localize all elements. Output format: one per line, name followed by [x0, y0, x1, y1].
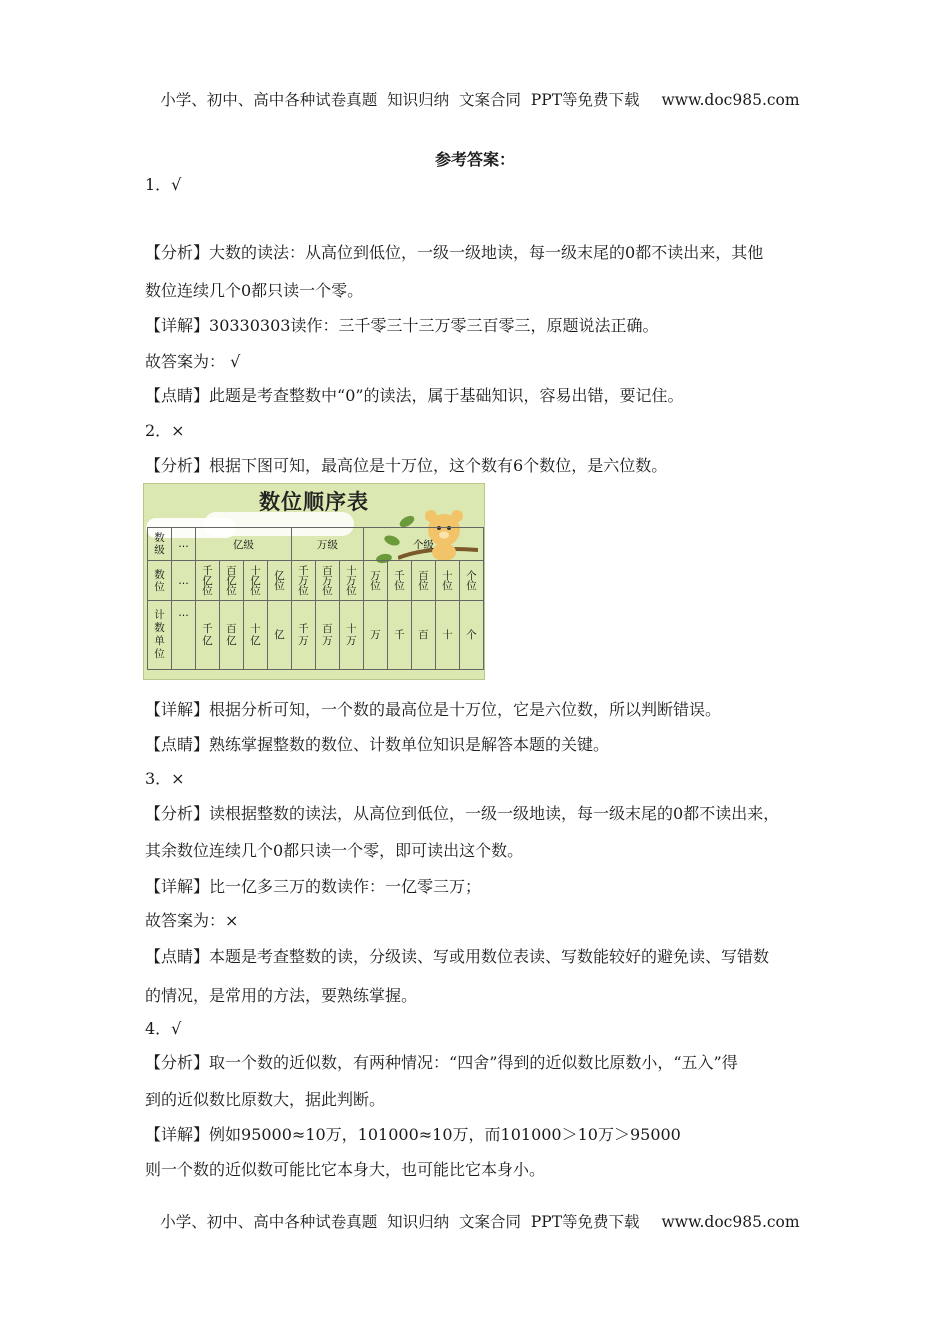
q1-detail-text: 30330303读作：三千零三十三万零三百零三，原题说法正确。: [209, 316, 659, 335]
place-value-table: [147, 527, 484, 670]
row-head-level: 数级: [148, 528, 172, 561]
level-yi: 亿级: [195, 528, 291, 561]
unit-cell: 万: [363, 601, 387, 670]
position-cell: 千位: [387, 561, 411, 601]
q3-answer: 故答案为：×: [145, 911, 239, 930]
figure-title: 数位顺序表: [259, 490, 369, 514]
q3-analysis-text-1: 读根据整数的读法，从高位到低位，一级一级地读，每一级末尾的0都不读出来，: [209, 804, 780, 823]
q1-detail: [145, 313, 658, 336]
q4-detail: [145, 1122, 681, 1145]
q3-point-text-1: 本题是考查整数的读，分级读、写或用数位表读、写数能较好的避免读、写错数: [209, 947, 770, 966]
unit-cell: 十万: [339, 601, 363, 670]
point-tag: 【点睛】: [145, 386, 210, 405]
header-text: 小学、初中、高中各种试卷真题 知识归纳 文案合同 PPT等免费下载: [160, 91, 640, 109]
q1-point-text: 此题是考查整数中“0”的读法，属于基础知识，容易出错，要记住。: [209, 386, 684, 405]
unit-cell: 亿: [267, 601, 291, 670]
position-cell: 百位: [411, 561, 435, 601]
q4-analysis-text-1: 取一个数的近似数，有两种情况：“四舍”得到的近似数比原数小，“五入”得: [209, 1053, 738, 1072]
unit-cell: 千亿: [195, 601, 219, 670]
position-cell: 十亿位: [243, 561, 267, 601]
q3-number: 3．×: [145, 769, 185, 788]
q1-analysis-text-2: 数位连续几个0都只读一个零。: [145, 281, 364, 300]
unit-cell: 百万: [315, 601, 339, 670]
position-cell: 十万位: [339, 561, 363, 601]
point-tag: 【点睛】: [145, 947, 210, 966]
analysis-tag: 【分析】: [145, 1053, 210, 1072]
q2-analysis-text: 根据下图可知，最高位是十万位，这个数有6个数位，是六位数。: [209, 456, 668, 475]
q4-detail-text: 例如95000≈10万，101000≈10万，而101000＞10万＞95000: [209, 1125, 681, 1144]
q4-detail-text-2: 则一个数的近似数可能比它本身大，也可能比它本身小。: [145, 1160, 546, 1179]
q2-detail-text: 根据分析可知，一个数的最高位是十万位，它是六位数，所以判断错误。: [209, 700, 722, 719]
q2-detail: [145, 697, 721, 720]
q3-analysis-text-2: 其余数位连续几个0都只读一个零，即可读出这个数。: [145, 841, 524, 860]
unit-cell: 百: [411, 601, 435, 670]
detail-tag: 【详解】: [145, 877, 210, 896]
q3-detail: [145, 874, 481, 897]
place-value-table-figure: [143, 483, 485, 680]
q4-number: 4．√: [145, 1019, 182, 1038]
q4-analysis-text-2: 到的近似数比原数大，据此判断。: [145, 1090, 386, 1109]
footer-text: 小学、初中、高中各种试卷真题 知识归纳 文案合同 PPT等免费下载: [160, 1213, 640, 1231]
analysis-tag: 【分析】: [145, 456, 210, 475]
ellipsis-cell: …: [172, 561, 196, 601]
row-head-unit: 计数单位: [148, 601, 172, 670]
q2-point-text: 熟练掌握整数的数位、计数单位知识是解答本题的关键。: [209, 735, 610, 754]
position-cell: 百万位: [315, 561, 339, 601]
row-head-position: 数位: [148, 561, 172, 601]
point-tag: 【点睛】: [145, 735, 210, 754]
q3-detail-text: 比一亿多三万的数读作：一亿零三万；: [209, 877, 482, 896]
level-wan: 万级: [291, 528, 363, 561]
unit-cell: 个: [459, 601, 483, 670]
ellipsis-cell: …: [172, 601, 196, 670]
unit-cell: 千万: [291, 601, 315, 670]
q3-point-text-2: 的情况，是常用的方法，要熟练掌握。: [145, 986, 418, 1005]
detail-tag: 【详解】: [145, 700, 210, 719]
analysis-tag: 【分析】: [145, 804, 210, 823]
page-title: 参考答案：: [434, 150, 515, 169]
page-footer: [0, 1192, 950, 1232]
q1-analysis-text-1: 大数的读法：从高位到低位，一级一级地读，每一级末尾的0都不读出来，其他: [209, 243, 764, 262]
q1-point: [145, 383, 684, 406]
q2-number: 2．×: [145, 421, 185, 440]
q3-point: [145, 944, 769, 967]
position-cell: 万位: [363, 561, 387, 601]
footer-url: www.doc985.com: [661, 1213, 800, 1231]
unit-cell: 十亿: [243, 601, 267, 670]
q3-analysis: [145, 801, 779, 824]
unit-cell: 千: [387, 601, 411, 670]
position-cell: 个位: [459, 561, 483, 601]
analysis-tag: 【分析】: [145, 243, 210, 262]
position-cell: 亿位: [267, 561, 291, 601]
detail-tag: 【详解】: [145, 1125, 210, 1144]
position-cell: 十位: [435, 561, 459, 601]
ellipsis-cell: …: [172, 528, 196, 561]
unit-cell: 十: [435, 601, 459, 670]
q4-analysis: [145, 1050, 738, 1073]
q1-number: 1．√: [145, 175, 182, 194]
position-cell: 千亿位: [195, 561, 219, 601]
q1-analysis: [145, 240, 763, 263]
q1-answer: 故答案为： √: [145, 352, 241, 371]
q2-analysis: [145, 453, 667, 476]
position-cell: 千万位: [291, 561, 315, 601]
header-url: www.doc985.com: [661, 91, 800, 109]
unit-cell: 百亿: [219, 601, 243, 670]
detail-tag: 【详解】: [145, 316, 210, 335]
q2-point: [145, 732, 609, 755]
level-ge: 个级: [363, 528, 483, 561]
page-header: [0, 70, 950, 110]
position-cell: 百亿位: [219, 561, 243, 601]
